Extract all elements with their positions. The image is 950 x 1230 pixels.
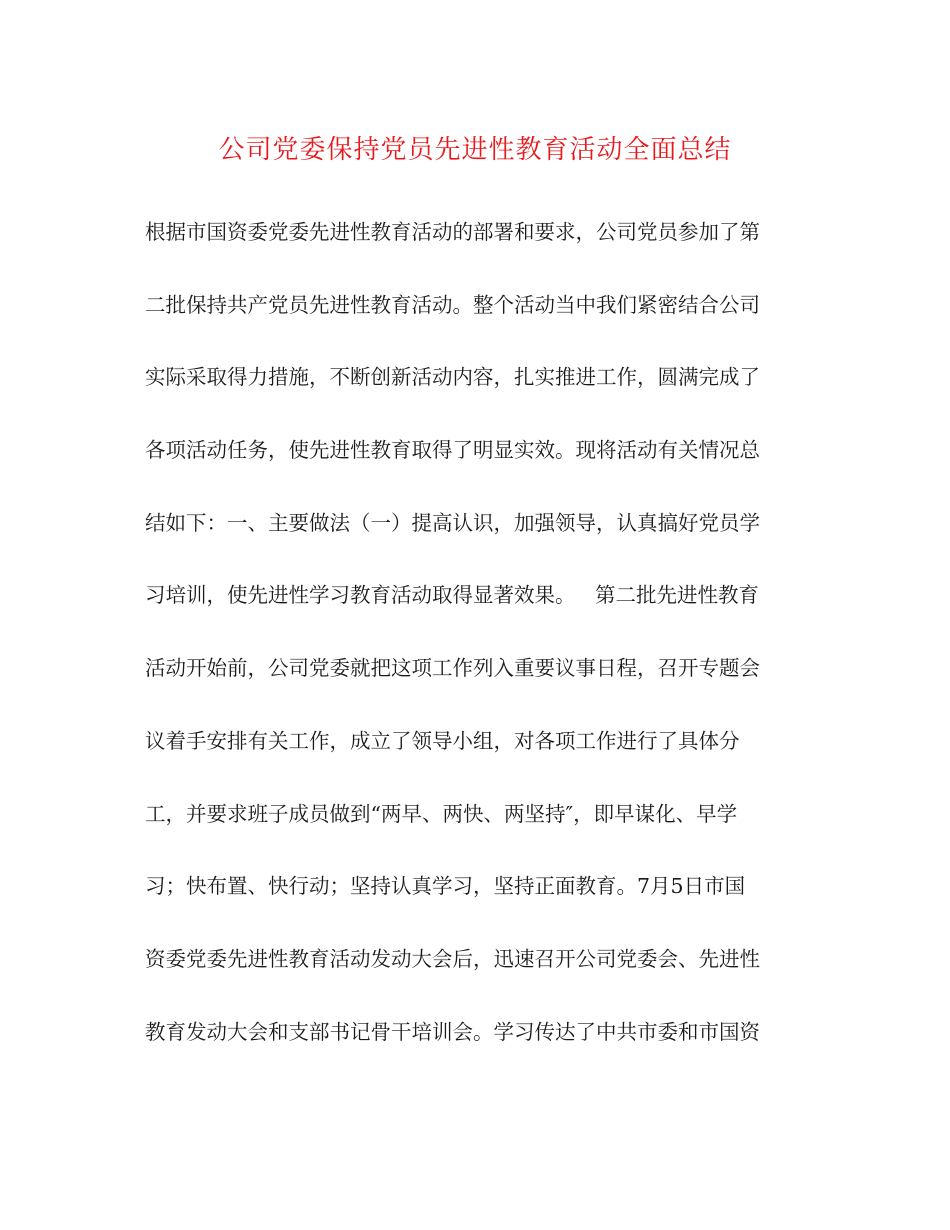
body-line: 各项活动任务，使先进性教育取得了明显实效。现将活动有关情况总 (145, 438, 760, 463)
body-line: 二批保持共产党员先进性教育活动。整个活动当中我们紧密结合公司 (145, 292, 760, 317)
body-line: 教育发动大会和支部书记骨干培训会。学习传达了中共市委和市国资 (145, 1019, 760, 1044)
body-line: 根据市国资委党委先进性教育活动的部署和要求，公司党员参加了第 (145, 220, 760, 244)
body-line: 实际采取得力措施，不断创新活动内容，扎实推进工作，圆满完成了 (145, 365, 760, 390)
document-title: 公司党委保持党员先进性教育活动全面总结 (218, 135, 732, 165)
body-line: 习；快布置、快行动；坚持认真学习，坚持正面教育。7月5日市国 (145, 874, 746, 899)
body-line: 习培训，使先进性学习教育活动取得显著效果。 第二批先进性教育 (145, 583, 760, 608)
document-body (145, 212, 805, 1084)
body-line: 结如下：一、主要做法（一）提高认识，加强领导，认真搞好党员学 (145, 510, 760, 535)
body-line: 议着手安排有关工作，成立了领导小组，对各项工作进行了具体分 (145, 728, 740, 753)
body-line: 工，并要求班子成员做到“两早、两快、两坚持″，即早谋化、早学 (145, 801, 738, 826)
body-line: 活动开始前，公司党委就把这项工作列入重要议事日程，召开专题会 (145, 656, 760, 681)
body-line: 资委党委先进性教育活动发动大会后，迅速召开公司党委会、先进性 (145, 946, 760, 971)
